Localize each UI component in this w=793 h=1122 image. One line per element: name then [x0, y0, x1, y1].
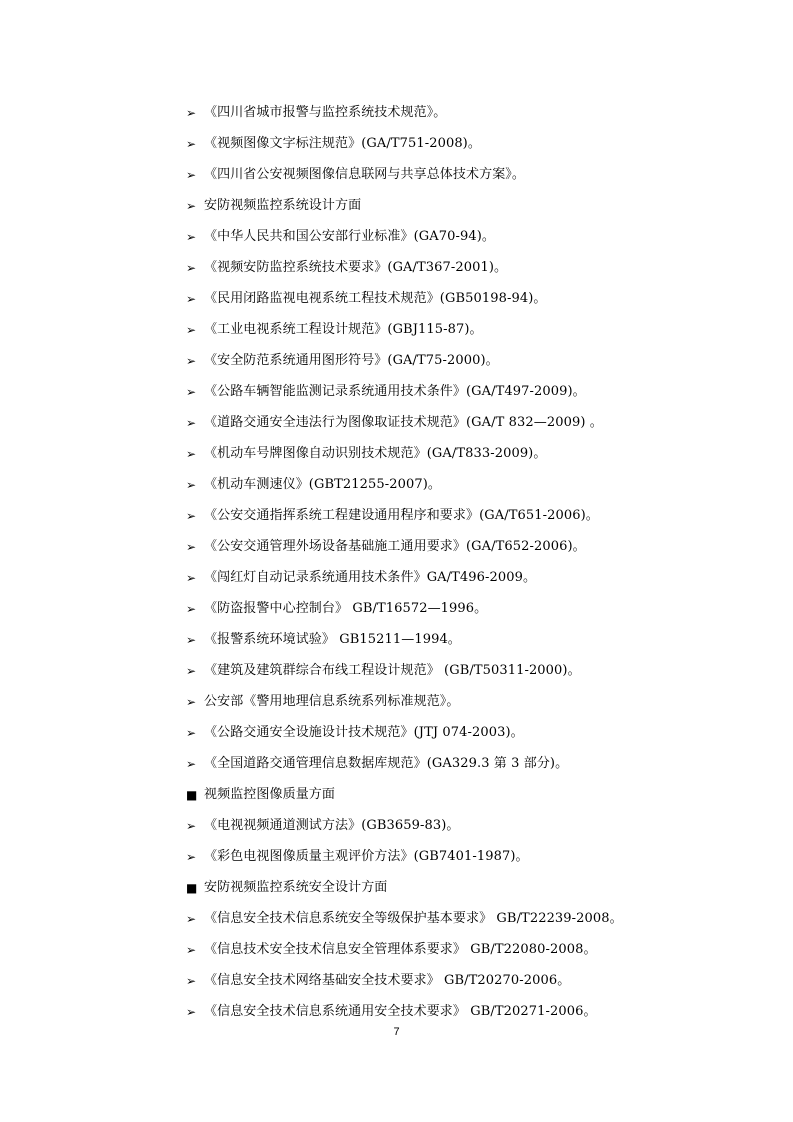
list-item [186, 101, 746, 132]
list-item-text: 《电视视频通道测试方法》(GB3659-83)。 [204, 818, 460, 833]
list-item-text: 《中华人民共和国公安部行业标准》(GA70-94)。 [204, 229, 495, 244]
square-bullet-icon: ■ [186, 881, 198, 895]
arrow-bullet-icon: ➢ [186, 478, 197, 492]
arrow-bullet-icon: ➢ [186, 664, 197, 678]
arrow-bullet-icon: ➢ [186, 323, 197, 337]
list-item-text: 《公路车辆智能监测记录系统通用技术条件》(GA/T497-2009)。 [204, 384, 586, 399]
list-item-text: 《信息安全技术信息系统通用安全技术要求》 GB/T20271-2006。 [204, 1004, 597, 1019]
list-item [186, 132, 746, 163]
list-item [186, 752, 746, 783]
list-item-text: 公安部《警用地理信息系统系列标准规范》。 [204, 694, 460, 709]
list-item [186, 349, 746, 380]
list-item [186, 504, 746, 535]
list-item-text: 安防视频监控系统安全设计方面 [204, 880, 388, 895]
arrow-bullet-icon: ➢ [186, 168, 197, 182]
arrow-bullet-icon: ➢ [186, 943, 197, 957]
list-item-text: 《机动车号牌图像自动识别技术规范》(GA/T833-2009)。 [204, 446, 547, 461]
list-item [186, 659, 746, 690]
standards-list [186, 101, 746, 1031]
arrow-bullet-icon: ➢ [186, 819, 197, 833]
list-item [186, 225, 746, 256]
arrow-bullet-icon: ➢ [186, 540, 197, 554]
list-item-text: 《彩色电视图像质量主观评价方法》(GB7401-1987)。 [204, 849, 529, 864]
list-item-text: 《工业电视系统工程设计规范》(GBJ115-87)。 [204, 322, 483, 337]
arrow-bullet-icon: ➢ [186, 509, 197, 523]
list-item [186, 256, 746, 287]
list-item [186, 411, 746, 442]
list-item [186, 721, 746, 752]
list-item-text: 《民用闭路监视电视系统工程技术规范》(GB50198-94)。 [204, 291, 547, 306]
list-item-text: 《机动车测速仪》(GBT21255-2007)。 [204, 477, 441, 492]
arrow-bullet-icon: ➢ [186, 974, 197, 988]
list-item-text: 《道路交通安全违法行为图像取证技术规范》(GA/T 832—2009) 。 [204, 415, 603, 430]
list-item-text: 《四川省城市报警与监控系统技术规范》。 [204, 105, 447, 120]
list-item [186, 318, 746, 349]
list-item [186, 814, 746, 845]
arrow-bullet-icon: ➢ [186, 602, 197, 616]
arrow-bullet-icon: ➢ [186, 571, 197, 585]
list-item-text: 《报警系统环境试验》 GB15211—1994。 [204, 632, 461, 647]
list-item-text: 《视频安防监控系统技术要求》(GA/T367-2001)。 [204, 260, 508, 275]
arrow-bullet-icon: ➢ [186, 261, 197, 275]
arrow-bullet-icon: ➢ [186, 416, 197, 430]
list-item-text: 《全国道路交通管理信息数据库规范》(GA329.3 第 3 部分)。 [204, 756, 569, 771]
arrow-bullet-icon: ➢ [186, 199, 197, 213]
arrow-bullet-icon: ➢ [186, 1005, 197, 1019]
list-item-text: 《防盗报警中心控制台》 GB/T16572—1996。 [204, 601, 488, 616]
list-item-text: 《公安交通指挥系统工程建设通用程序和要求》(GA/T651-2006)。 [204, 508, 599, 523]
square-bullet-icon: ■ [186, 788, 198, 802]
arrow-bullet-icon: ➢ [186, 354, 197, 368]
list-item [186, 194, 746, 225]
list-item [186, 566, 746, 597]
list-item-text: 《公安交通管理外场设备基础施工通用要求》(GA/T652-2006)。 [204, 539, 586, 554]
list-item [186, 783, 746, 814]
list-item [186, 845, 746, 876]
arrow-bullet-icon: ➢ [186, 106, 197, 120]
list-item-text: 《建筑及建筑群综合布线工程设计规范》 (GB/T50311-2000)。 [204, 663, 581, 678]
arrow-bullet-icon: ➢ [186, 726, 197, 740]
arrow-bullet-icon: ➢ [186, 230, 197, 244]
arrow-bullet-icon: ➢ [186, 757, 197, 771]
list-item-text: 《闯红灯自动记录系统通用技术条件》GA/T496-2009。 [204, 570, 537, 585]
list-item [186, 938, 746, 969]
list-item-text: 《信息技术安全技术信息安全管理体系要求》 GB/T22080-2008。 [204, 942, 597, 957]
list-item-text: 《公路交通安全设施设计技术规范》(JTJ 074-2003)。 [204, 725, 524, 740]
list-item [186, 473, 746, 504]
arrow-bullet-icon: ➢ [186, 633, 197, 647]
page-number: 7 [393, 1026, 400, 1038]
list-item-text: 《四川省公安视频图像信息联网与共享总体技术方案》。 [204, 167, 526, 182]
list-item [186, 163, 746, 194]
arrow-bullet-icon: ➢ [186, 137, 197, 151]
list-item-text: 《信息安全技术网络基础安全技术要求》 GB/T20270-2006。 [204, 973, 571, 988]
arrow-bullet-icon: ➢ [186, 447, 197, 461]
list-item-text: 《安全防范系统通用图形符号》(GA/T75-2000)。 [204, 353, 499, 368]
list-item [186, 876, 746, 907]
list-item [186, 628, 746, 659]
list-item [186, 690, 746, 721]
arrow-bullet-icon: ➢ [186, 292, 197, 306]
arrow-bullet-icon: ➢ [186, 850, 197, 864]
list-item-text: 《信息安全技术信息系统安全等级保护基本要求》 GB/T22239-2008。 [204, 911, 623, 926]
list-item [186, 597, 746, 628]
list-item [186, 969, 746, 1000]
arrow-bullet-icon: ➢ [186, 695, 197, 709]
list-item [186, 380, 746, 411]
list-item-text: 视频监控图像质量方面 [204, 787, 336, 802]
list-item [186, 907, 746, 938]
arrow-bullet-icon: ➢ [186, 385, 197, 399]
list-item-text: 安防视频监控系统设计方面 [204, 198, 362, 213]
list-item [186, 442, 746, 473]
list-item-text: 《视频图像文字标注规范》(GA/T751-2008)。 [204, 136, 481, 151]
arrow-bullet-icon: ➢ [186, 912, 197, 926]
list-item [186, 287, 746, 318]
list-item [186, 535, 746, 566]
